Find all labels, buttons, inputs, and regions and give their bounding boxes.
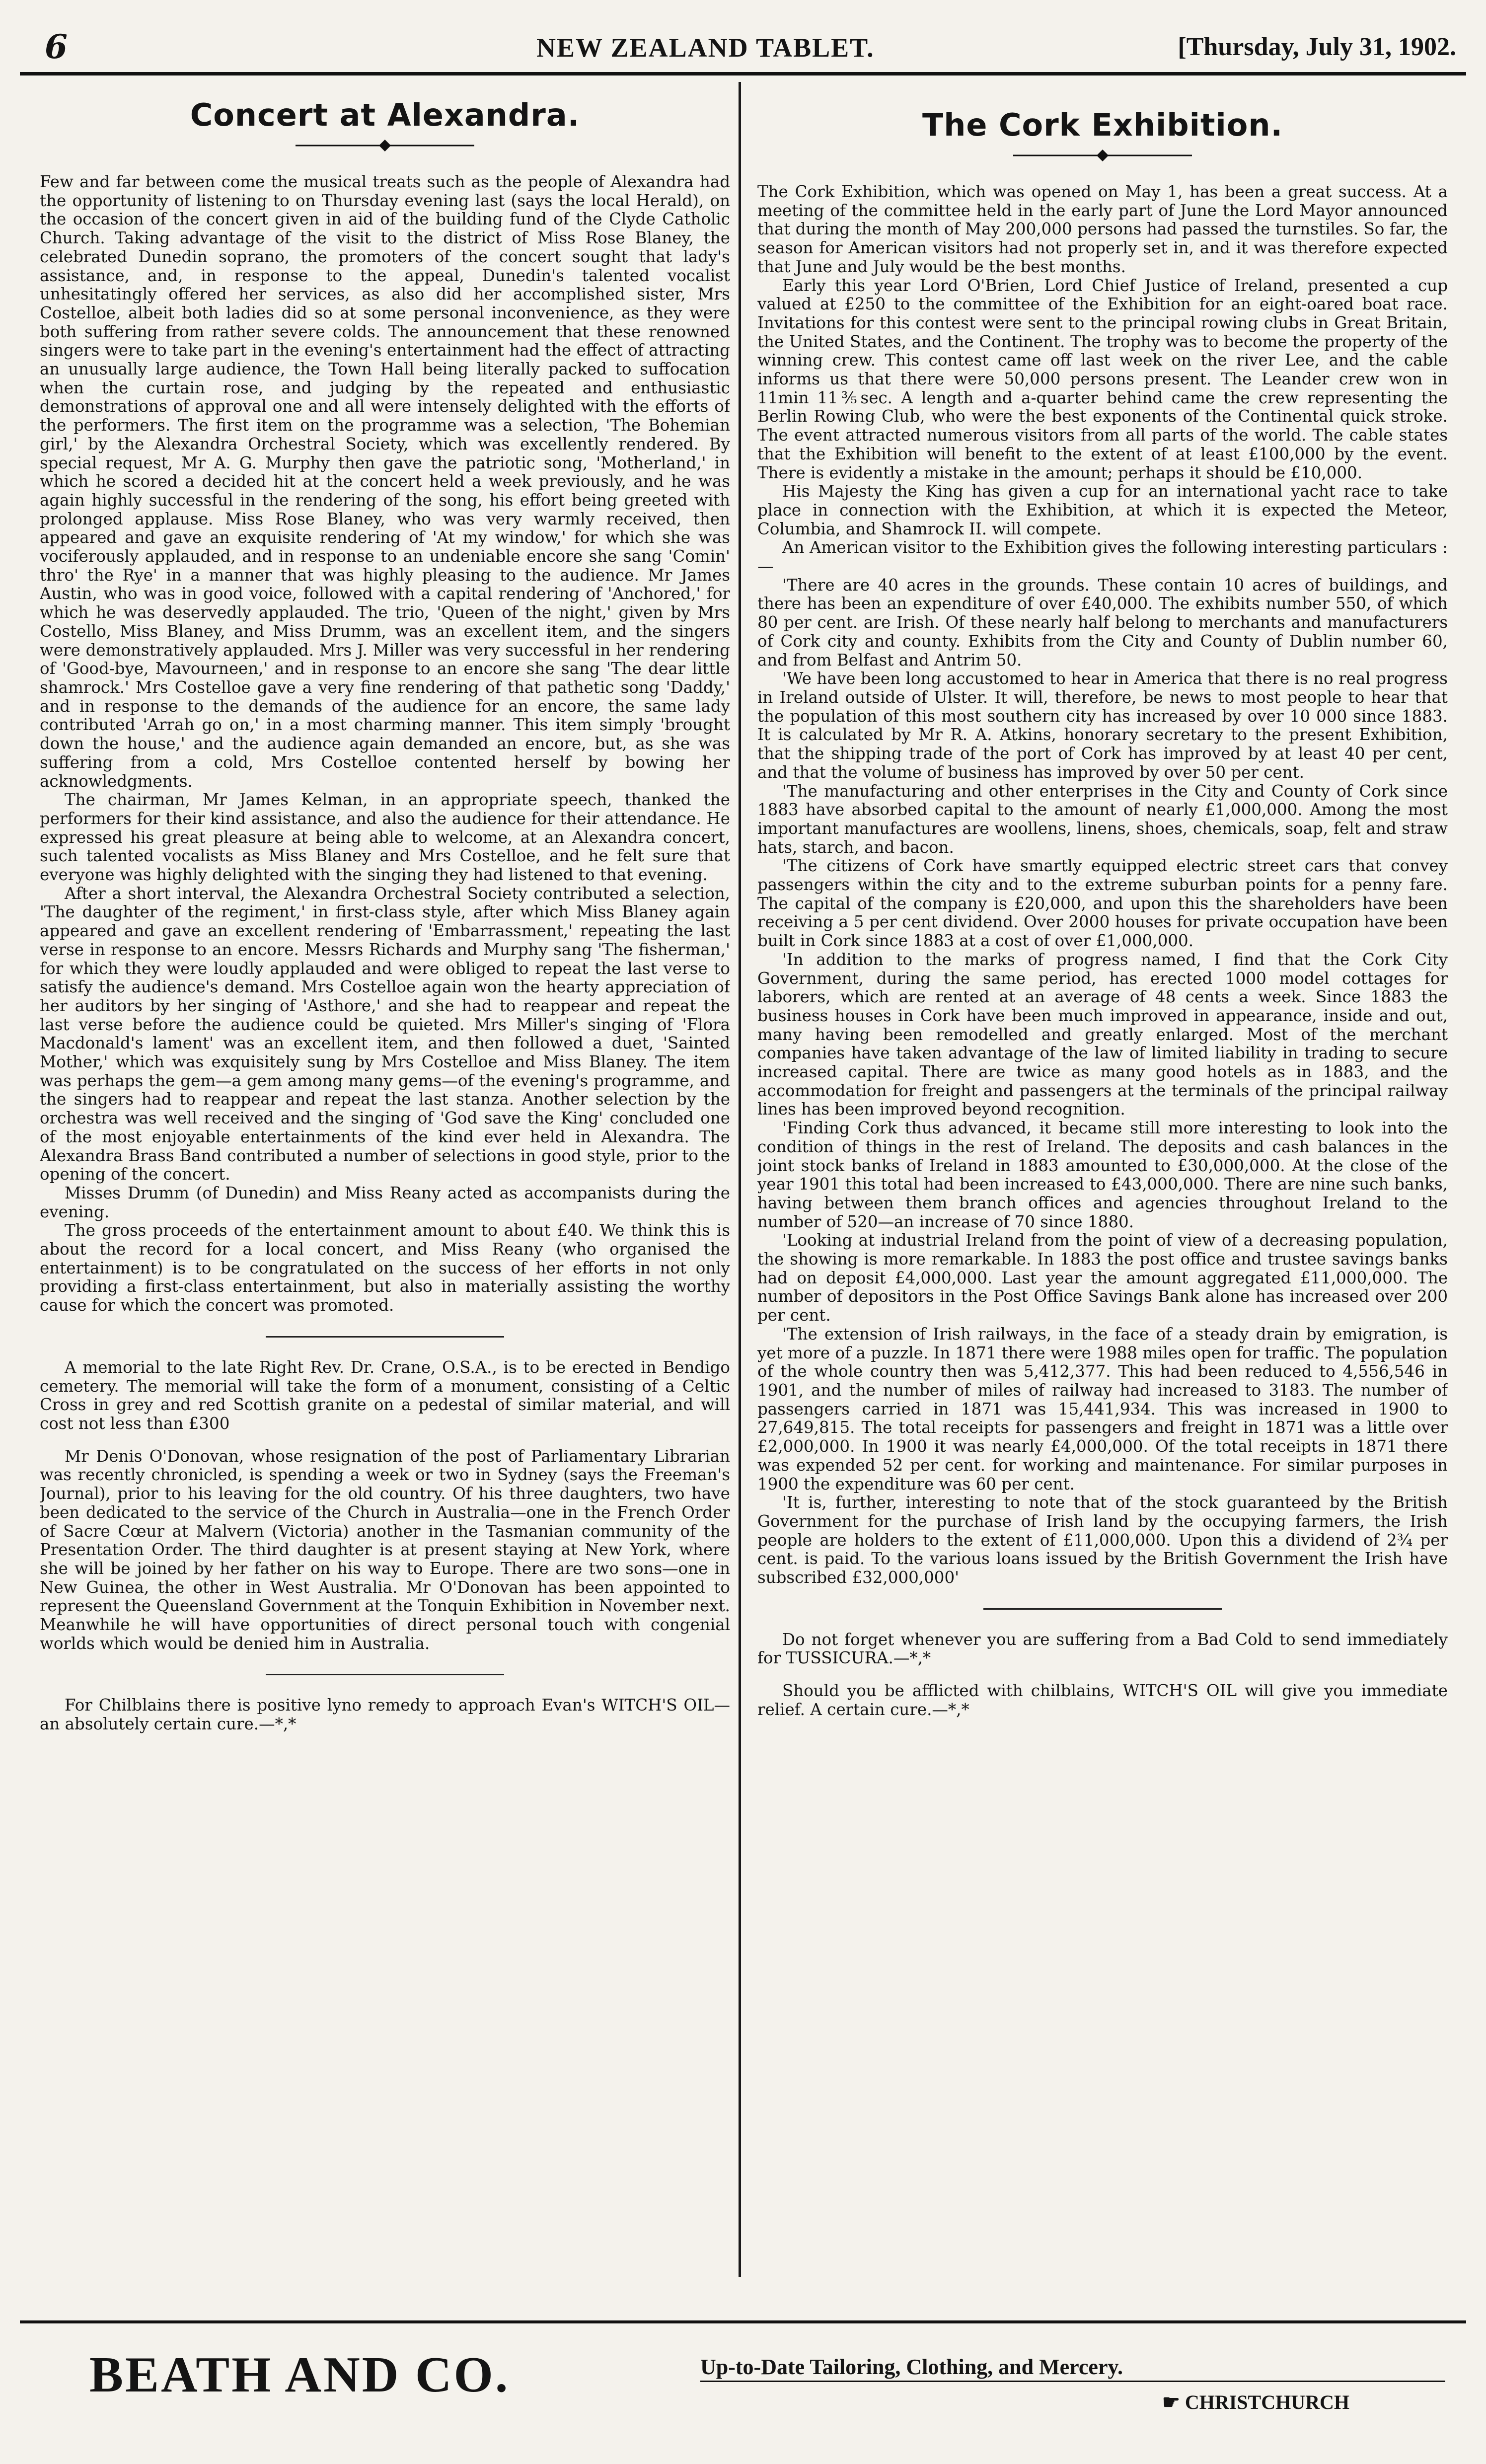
section-divider [266,1674,504,1675]
issue-date: [Thursday, July 31, 1902. [1178,33,1456,61]
column-rule [739,82,741,2277]
cork-paragraph: 'Finding Cork thus advanced, it became still more interesting to look into the condition of things in the rest of Ireland. The deposits and cash balances in the joint stock banks of Ireland in 1883 amounted to £30,000,000. At the close of the year 1901 this total had been increased to £43,000,000. There are nine such banks, having between them branch offices and agencies throughout Ireland to the number of 520—an increase of 70 since 1880. [757,1119,1448,1231]
news-item: A memorial to the late Right Rev. Dr. Crane, O.S.A., is to be erected in Bendigo cemetery. The memorial will take the form of a monument, consisting of a Celtic Cross in grey and red Scottish granite on a pedestal of similar material, and will cost not less than £300 [40,1357,730,1433]
cork-paragraph: 'The citizens of Cork have smartly equipped electric street cars that convey passengers within the city and to the extreme suburban points for a penny fare. The capital of the company is £20,000, and upon this the shareholders have been receiving a 5 per cent dividend. Over 2000 houses for private occupation have been built in Cork since 1883 at a cost of over £1,000,000. [757,856,1448,951]
advert-witchs-oil: For Chilblains there is positive lyno remedy to approach Evan's WITCH'S OIL—an absolutely certain cure.—*,* [40,1696,730,1734]
cork-paragraph: An American visitor to the Exhibition gives the following interesting particulars :— [757,538,1448,576]
ornament-divider [1008,148,1197,163]
cork-paragraph: Early this year Lord O'Brien, Lord Chief Justice of Ireland, presented a cup valued at £250 to the committee of the Exhibition for an eight-oared boat race. Invitations for this contest were sent to the principal rowing clubs in Great Britain, the United States, and the Continent. The trophy was to become the property of the winning crew. This contest came off last week on the river Lee, and the cable informs us that there were 50,000 persons present. The Leander crew won in 11min 11⅗sec. A length and a-quarter behind came the crew representing the Berlin Rowing Club, who were the best exponents of the Continental quick stroke. The event attracted numerous visitors from all parts of the world. The cable states that the Exhibition will benefit to the extent of at least £100,000 by the event. There is evidently a mistake in the amount; perhaps it should be £10,000. [757,276,1448,482]
cork-paragraph: 'Looking at industrial Ireland from the point of view of a decreasing population, the showing is more remarkable. In 1883 the post office and trustee savings banks had on deposit £4,000,000. Last year the amount aggregated £11,000,000. The number of depositors in the Post Office Savings Bank alone has increased over 200 per cent. [757,1231,1448,1325]
concert-paragraph: After a short interval, the Alexandra Orchestral Society contributed a selection, 'The daughter of the regiment,' in first-class style, after which Miss Blaney again appeared and gave an excellent rendering of 'Embarrassment,' repeating the last verse in response to an encore. Messrs Richards and Murphy sang 'The fisherman,' for which they were loudly applauded and were obliged to repeat the last verse to satisfy the audience's demand. Mrs Costelloe again won the hearty appreciation of her auditors by her singing of 'Asthore,' and she had to reappear and repeat the last verse before the audience could be quieted. Mrs Miller's singing of 'Flora Macdonald's lament' was an excellent item, and then followed a duet, 'Sainted Mother,' which was exquisitely sung by Mrs Costelloe and Miss Blaney. The item was perhaps the gem—a gem among many gems—of the evening's programme, and the singers had to reappear and repeat the last stanza. Another selection by the orchestra was well received and the singing of 'God save the King' concluded one of the most enjoyable entertainments of the kind ever held in Alexandra. The Alexandra Brass Band contributed a number of selections in good style, prior to the opening of the concert. [40,884,730,1184]
cork-paragraph: 'The extension of Irish railways, in the face of a steady drain by emigration, is yet more of a puzzle. In 1871 there were 1988 miles open for traffic. The population of the whole country then was 5,412,377. This had been reduced to 4,556,546 in 1901, and the number of miles of railway had increased to 3183. The number of passengers carried in 1871 was 15,441,934. This was increased in 1900 to 27,649,815. The total receipts for passengers and freight in 1871 was a little over £2,000,000. In 1900 it was nearly £4,000,000. Of the total receipts in 1871 there was expended 52 per cent. for working and maintenance. For similar purposes in 1900 the expenditure was 60 per cent. [757,1324,1448,1493]
cork-paragraph: 'The manufacturing and other enterprises in the City and County of Cork since 1883 have absorbed capital to the amount of nearly £1,000,000. Among the most important manufactures are woollens, linens, shoes, chemicals, soap, felt and straw hats, starch, and bacon. [757,781,1448,857]
page-number: 6 [45,27,68,66]
concert-paragraph: The chairman, Mr James Kelman, in an appropriate speech, thanked the performers for their kind assistance, and also the audience for their attendance. He expressed his great pleasure at being able to welcome, at an Alexandra concert, such talented vocalists as Miss Blaney and Mrs Costelloe, and he felt sure that everyone was highly delighted with the singing they had listened to that evening. [40,790,730,885]
concert-paragraph: Few and far between come the musical treats such as the people of Alexandra had the opportunity of listening to on Thursday evening last (says the local Herald), on the occasion of the concert given in aid of the building fund of the Clyde Catholic Church. Taking advantage of the visit to the district of Miss Rose Blaney, the celebrated Dunedin soprano, the promoters of the concert sought that lady's assistance, and, in response to the appeal, Dunedin's talented vocalist unhesitatingly offered her services, as also did her accomplished sister, Mrs Costelloe, albeit both ladies did so at some personal inconvenience, as they were both suffering from rather severe colds. The announcement that these renowned singers were to take part in the evening's entertainment had the effect of attracting an unusually large audience, the Town Hall being literally packed to suffocation when the curtain rose, and judging by the repeated and enthusiastic demonstrations of approval one and all were intensely delighted with the efforts of the performers. The first item on the programme was a selection, 'The Bohemian girl,' by the Alexandra Orchestral Society, which was excellently rendered. By special request, Mr A. G. Murphy then gave the patriotic song, 'Motherland,' in which he scored a decided hit at the concert held a week previously, and he was again highly successful in the rendering of the song, his effort being greeted with prolonged applause. Miss Rose Blaney, who was very warmly received, then appeared and gave an exquisite rendering of 'At my window,' for which she was vociferously applauded, and in response to an undeniable encore she sang 'Comin' thro' the Rye' in a manner that was highly pleasing to the audience. Mr James Austin, who was in good voice, followed with a capital rendering of 'Anchored,' for which he was deservedly applauded. The trio, 'Queen of the night,' given by Mrs Costello, Miss Blaney, and Miss Drumm, was an excellent item, and the singers were demonstratively applauded. Mrs J. Miller was very successful in her rendering of 'Good-bye, Mavourneen,' and in response to an encore she sang 'The dear little shamrock.' Mrs Costelloe gave a very fine rendering of that pathetic song 'Daddy,' and in response to the demands of the audience for an encore, the same lady contributed 'Arrah go on,' in a most charming manner. This item simply 'brought down the house,' and the audience again demanded an encore, but, as she was suffering from a cold, Mrs Costelloe contented herself by bowing her acknowledgments. [40,172,730,791]
footer-rule [700,2381,1445,2382]
article-heading-cork: The Cork Exhibition. [922,107,1283,143]
footer-advert [20,2320,1466,2453]
cork-paragraph: 'In addition to the marks of progress named, I find that the Cork City Government, during the same period, has erected 1000 model cottages for laborers, which are rented at an average of 48 cents a week. Since 1883 the business houses in Cork have been much improved in appearance, inside and out, many having been remodelled and greatly enlarged. Most of the merchant companies have taken advantage of the law of limited liability in trading to secure increased capital. There are twice as many good hotels as in 1883, and the accommodation for freight and passengers at the terminals of the principal railway lines has been improved beyond recognition. [757,950,1448,1119]
cork-paragraph: 'We have been long accustomed to hear in America that there is no real progress in Ireland outside of Ulster. It will, therefore, be news to most people to hear that the population of this most southern city has increased by over 10 000 since 1883. It is calculated by Mr R. A. Atkins, honorary secretary to the present Exhibition, that the shipping trade of the port of Cork has improved by at least 40 per cent, and that the volume of business has improved by over 50 per cent. [757,669,1448,782]
cork-paragraph: The Cork Exhibition, which was opened on May 1, has been a great success. At a meeting of the committee held in the early part of June the Lord Mayor announced that during the month of May 200,000 persons had passed the turnstiles. So far, the season for American visitors had not properly set in, and it was therefore expected that June and July would be the best months. [757,182,1448,276]
newspaper-title: NEW ZEALAND TABLET. [536,33,875,63]
article-heading-concert: Concert at Alexandra. [190,97,580,133]
advert-witchs-oil: Should you be afflicted with chilblains, WITCH'S OIL will give you immediate relief. A certain cure.—*,* [757,1681,1448,1719]
cork-paragraph: 'It is, further, interesting to note that of the stock guaranteed by the British Government for the purchase of Irish land by the occupying farmers, the Irish people are holders to the extent of £11,000,000. Upon this a dividend of 2¾ per cent. is paid. To the various loans issued by the British Government the Irish have subscribed £32,000,000' [757,1493,1448,1587]
news-item: Mr Denis O'Donovan, whose resignation of the post of Parliamentary Librarian was recently chronicled, is spending a week or two in Sydney (says the Freeman's Journal), prior to his leaving for the old country. Of his three daughters, two have been dedicated to the service of the Church in Australia—one in the French Order of Sacre Cœur at Malvern (Victoria) another in the Tasmanian community of the Presentation Order. The third daughter is at present staying at New York, where she will be joined by her father on his way to Europe. There are two sons—one in New Guinea, the other in West Australia. Mr O'Donovan has been appointed to represent the Queensland Government at the Tonquin Exhibition in November next. Meanwhile he will have opportunities of direct personal touch with congenial worlds which would be denied him in Australia. [40,1446,730,1653]
cork-paragraph: His Majesty the King has given a cup for an international yacht race to take place in connection with the Exhibition, at which it is expected the Meteor, Columbia, and Shamrock II. will compete. [757,482,1448,538]
advert-tussicura: Do not forget whenever you are suffering from a Bad Cold to send immediately for TUSSICURA.—*,* [757,1630,1448,1668]
advertiser-tagline: Up-to-Date Tailoring, Clothing, and Mercery. [700,2355,1123,2379]
concert-paragraph: Misses Drumm (of Dunedin) and Miss Reany acted as accompanists during the evening. [40,1183,730,1221]
concert-paragraph: The gross proceeds of the entertainment amount to about £40. We think this is about the record for a local concert, and Miss Reany (who organised the entertainment) is to be congratulated on the success of her efforts in not only providing a first-class entertainment, but also in materially assisting the worthy cause for which the concert was promoted. [40,1221,730,1315]
section-divider [266,1336,504,1338]
advertiser-name: BEATH AND CO. [89,2347,510,2403]
left-column [40,87,730,2262]
masthead [20,27,1466,75]
right-column [757,87,1448,2262]
advertiser-city: ☛ CHRISTCHURCH [1162,2391,1350,2413]
cork-paragraph: 'There are 40 acres in the grounds. These contain 10 acres of buildings, and there has been an expenditure of over £40,000. The exhibits number 550, of which 80 per cent. are Irish. Of these nearly half belong to merchants and manufacturers of Cork city and county. Exhibits from the City and County of Dublin number 60, and from Belfast and Antrim 50. [757,575,1448,670]
ornament-divider [291,138,479,153]
section-divider [983,1608,1222,1610]
